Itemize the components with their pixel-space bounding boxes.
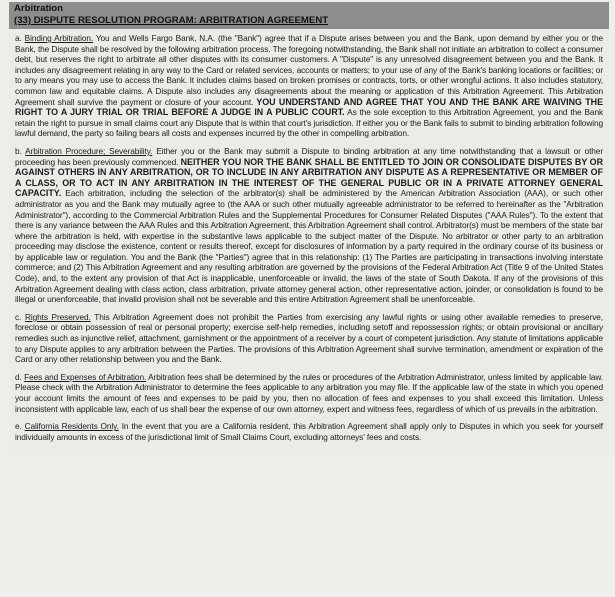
document-header xyxy=(9,2,609,29)
section-text: As the sole exception to this Arbitration Agreement, you and the Bank retain the right to pursue in small claims court any Dispute that is within that court's jurisdiction. If either you or the Bank fails to submit to binding arbitration following lawful demand, the party so failing bears all costs and expenses incurred by the other in compelling arbitration. xyxy=(15,107,604,139)
document-subtitle: (33) DISPUTE RESOLUTION PROGRAM: ARBITRATION AGREEMENT xyxy=(14,15,329,26)
section-heading: Binding Arbitration. xyxy=(24,33,94,43)
section-california-residents xyxy=(15,421,603,442)
section-letter: b. xyxy=(15,145,22,156)
document-title: Arbitration xyxy=(14,3,64,14)
arbitration-document xyxy=(9,2,609,455)
document-body xyxy=(9,29,609,455)
section-bold-text: YOU UNDERSTAND AND AGREE THAT YOU AND THE BANK ARE WAIVING THE RIGHT TO A JURY TRIAL OR TRIAL BEFORE A JUDGE IN A PUBLIC COURT. xyxy=(15,96,603,118)
section-text: This Arbitration Agreement does not prohibit the Parties from exercising any lawful rights or using other available remedies to preserve, foreclose or obtain possession of real or personal property; exercise self-help remedies, including setoff and repossession rights; or obtain provisional or ancillary remedies such as injunctive relief, attachment, garnishment or the appointment of a receiver by a court of competent jurisdiction. Any statute of limitations applicable to any Dispute applies to any arbitration between the Parties. The provisions of this Arbitration Agreement shall survive termination, amendment or expiration of the Card or any other relationship between you and the Bank. xyxy=(15,311,603,365)
section-heading: Rights Preserved. xyxy=(24,311,91,322)
section-letter: c. xyxy=(15,311,22,322)
section-rights-preserved xyxy=(15,312,603,365)
section-letter: d. xyxy=(15,371,22,382)
section-arbitration-procedure xyxy=(15,146,603,305)
section-heading: Fees and Expenses of Arbitration. xyxy=(24,371,147,382)
section-text: In the event that you are a California resident, this Arbitration Agreement shall apply only to Disputes in which you seek for yourself individually amounts in excess of the jurisdictional limit of Small Claims Court, excluding attorneys' fees and costs. xyxy=(15,421,603,442)
section-text: Arbitration fees shall be determined by the rules or procedures of the Arbitration Administrator, unless limited by applicable law. Please check with the Arbitration Administrator to determine the fees applicable to any arbitration you may file. If the applicable law of the state in which you opened your account limits the amount of fees and expenses to be paid by you, then no allocation of fees and expenses to you shall exceed this limitation. Unless inconsistent with applicable law, each of us shall bear the expense of our own attorney, expert and witness fees, regardless of which of us prevails in the arbitration. xyxy=(15,371,603,414)
section-heading: Arbitration Procedure; Severability. xyxy=(25,145,153,156)
section-letter: e. xyxy=(15,421,22,432)
section-fees-and-expenses xyxy=(15,372,603,414)
section-letter: a. xyxy=(15,33,22,43)
section-text: You and Wells Fargo Bank, N.A. (the "Bank") agree that if a Dispute arises between you and the Bank, upon demand by either you or the Bank, the Dispute shall be resolved by the following arbitration process. The foregoing notwithstanding, the Bank shall not initiate an arbitration to collect a consumer debt, but reserves the right to arbitrate all other disputes with its consumer customers. A "Dispute" is any unresolved disagreement between you and the Bank. It includes any disagreement relating in any way to the Card or related services, accounts or matters; to your use of any of the Bank's banking locations or facilities; or to any means you may use to access the Bank. It includes claims based on broken promises or contracts, torts, or other wrongful actions. It also includes statutory, common law and equitable claims. A Dispute also includes any disagreements about the meaning or application of this Arbitration Agreement. This Arbitration Agreement shall survive the payment or closure of your account. xyxy=(15,33,603,107)
section-text: Either you or the Bank may submit a Dispute to binding arbitration at any time notwithstanding that a lawsuit or other proceeding has been previously commenced. xyxy=(15,145,603,167)
section-text: Each arbitration, including the selection of the arbitrator(s) shall be administered by the American Arbitration Association (AAA), or such other administrator as you and the Bank may mutually agree to (the AAA or such other mutually agreeable administrator to be referred to hereinafter as the "Arbitration Administrator"), according to the Commercial Arbitration Rules and the Supplemental Procedures for Consumer Related Disputes ("AAA Rules"). To the extent that there is any variance between the AAA Rules and this Arbitration Agreement, this Arbitration Agreement shall control. Arbitrator(s) must be members of the state bar where the arbitration is held, with expertise in the substantive laws applicable to the subject matter of the Dispute. No arbitrator or other party to an arbitration proceeding may disclose the existence, content or results thereof, except for disclosures of information by a party required in the ordinary course of its business or by applicable law or regulation. You and the Bank (the "Parties") agree that in this relationship: (1) The Parties are participating in transactions involving interstate commerce; and (2) This Arbitration Agreement and any resulting arbitration are governed by the provisions of the Federal Arbitration Act (Title 9 of the United States Code), and, to the extent any provision of that Act is inapplicable, unenforceable or invalid, the laws of the state of South Dakota. If any of the provisions of this Arbitration Agreement dealing with class action, class arbitration, private attorney general action, other representative action, joinder, or consolidation is found to be illegal or unenforceable, that invalid provision shall not be severable and this entire Arbitration Agreement shall be unenforceable. xyxy=(15,188,603,305)
section-heading: California Residents Only. xyxy=(24,421,119,432)
section-bold-text: NEITHER YOU NOR THE BANK SHALL BE ENTITLED TO JOIN OR CONSOLIDATE DISPUTES BY OR AGAINST OTHERS IN ANY ARBITRATION, OR TO INCLUDE IN ANY ARBITRATION ANY DISPUTE AS A REPRESENTATIVE OR MEMBER OF A CLASS, OR TO ACT IN ANY ARBITRATION IN THE INTEREST OF THE GENERAL PUBLIC OR IN A PRIVATE ATTORNEY GENERAL CAPACITY. xyxy=(15,156,603,199)
section-binding-arbitration xyxy=(15,33,603,139)
